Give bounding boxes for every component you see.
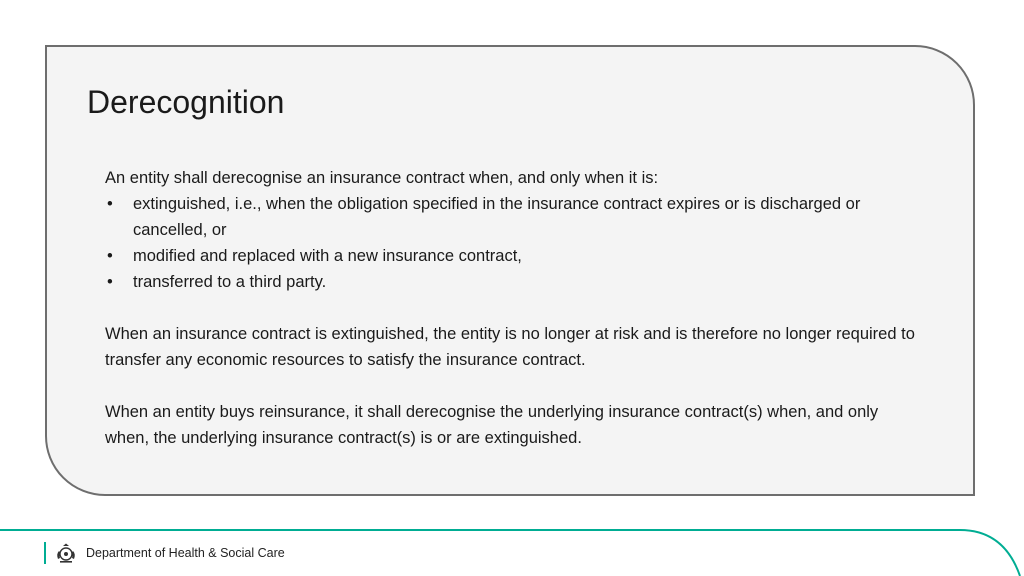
bullet-text: transferred to a third party. (133, 273, 327, 291)
slide-title: Derecognition (87, 84, 285, 120)
bullet-marker: • (107, 195, 113, 213)
content-card (45, 45, 975, 496)
bullet-item (105, 243, 925, 269)
bullet-item (105, 269, 925, 295)
spacer (105, 295, 925, 321)
paragraph-reinsurance: When an entity buys reinsurance, it shall derecognise the underlying insurance contract(s) when, and only when, the underlying insurance contract(s) is or are extinguished. (105, 403, 879, 447)
bullet-list (105, 191, 925, 295)
footer-accent-bar (44, 542, 46, 564)
bullet-text: extinguished, i.e., when the obligation specified in the insurance contract expires or is discharged or cancelled, or (133, 195, 861, 239)
royal-crest-icon (54, 542, 78, 564)
bullet-text: modified and replaced with a new insurance contract, (133, 247, 522, 265)
bullet-marker: • (107, 247, 113, 265)
slide-body (105, 165, 925, 451)
intro-text: An entity shall derecognise an insurance contract when, and only when it is: (105, 169, 659, 187)
footer (44, 540, 285, 566)
paragraph-extinguished: When an insurance contract is extinguished, the entity is no longer at risk and is therefore no longer required to transfer any economic resources to satisfy the insurance contract. (105, 325, 915, 369)
bullet-item (105, 191, 925, 243)
organisation-name: Department of Health & Social Care (86, 546, 285, 560)
bullet-marker: • (107, 273, 113, 291)
spacer (105, 373, 925, 399)
